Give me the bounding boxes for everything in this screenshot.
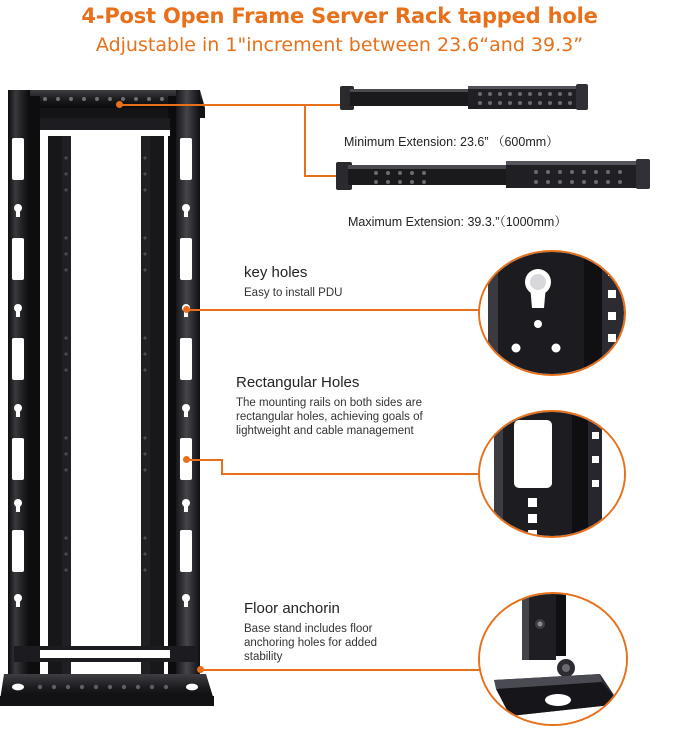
leader-key-holes <box>187 309 480 311</box>
detail-floor-anchor <box>478 592 628 726</box>
leader-rect-h2 <box>221 473 481 475</box>
leader-rect-v <box>221 459 223 474</box>
rail-minimum-extension <box>340 82 590 122</box>
detail-keyholes <box>478 250 626 376</box>
page-title: 4-Post Open Frame Server Rack tapped hole <box>81 4 598 28</box>
callout-body-key-holes: Easy to install PDU <box>244 287 343 299</box>
leader-rect-h1 <box>187 459 222 461</box>
leader-top-branch1 <box>304 104 340 106</box>
leader-floor-h <box>201 669 481 671</box>
page-subtitle: Adjustable in 1"increment between 23.6“and 39.3” <box>95 34 584 56</box>
leader-top-h <box>120 104 305 106</box>
detail-rectangular-holes <box>478 410 626 538</box>
server-rack-illustration <box>0 78 230 718</box>
callout-body-floor-anchoring: Base stand includes floor anchoring holes for added stability <box>244 623 377 663</box>
callout-body-rectangular-holes: The mounting rails on both sides are rectangular holes, achieving goals of lightweight and cable management <box>236 397 423 437</box>
caption-minimum-extension: Minimum Extension: 23.6” （600mm） <box>344 135 559 149</box>
leader-top-branch2 <box>304 175 336 177</box>
rail-maximum-extension <box>336 156 652 202</box>
callout-heading-floor-anchoring: Floor anchorin <box>244 600 340 617</box>
caption-maximum-extension: Maximum Extension: 39.3.”（1000mm） <box>348 215 567 229</box>
leader-top-v <box>304 104 306 176</box>
callout-heading-key-holes: key holes <box>244 264 308 281</box>
callout-heading-rectangular-holes: Rectangular Holes <box>236 374 360 391</box>
